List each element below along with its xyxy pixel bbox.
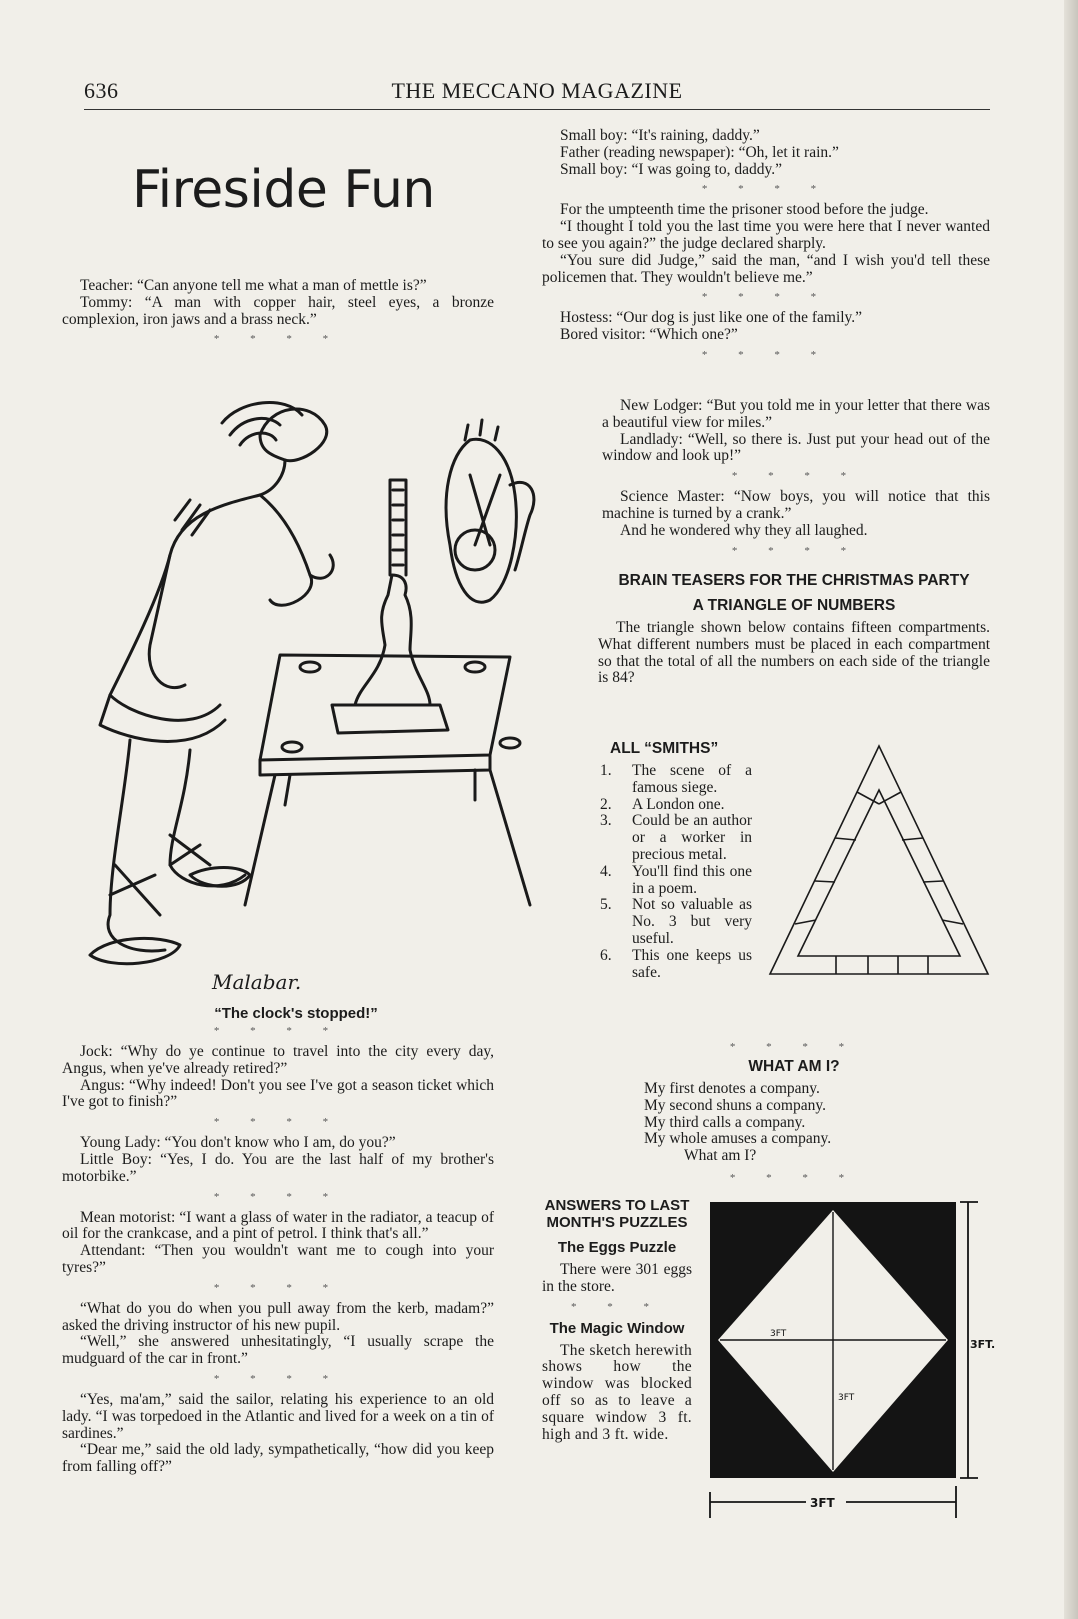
joke-dear: “Dear me,” said the old lady, sympathetically, “how did you keep from falling off?” bbox=[62, 1441, 494, 1476]
artist-signature: Malabar. bbox=[212, 970, 302, 994]
joke-laughed: And he wondered why they all laughed. bbox=[620, 521, 868, 539]
joke-thought: “I thought I told you the last time you were here that I never wanted to see you again?” the judge declared sharply. bbox=[542, 218, 990, 252]
separator-stars: * * * * bbox=[731, 470, 861, 483]
separator-stars: * * * * bbox=[213, 333, 343, 346]
cartoon-illustration bbox=[70, 395, 570, 1005]
riddle-line: What am I? bbox=[684, 1147, 757, 1165]
separator-stars: * * * bbox=[571, 1300, 663, 1313]
separator-stars: * * * * bbox=[213, 1190, 343, 1203]
separator-stars: * * * * bbox=[213, 1372, 343, 1385]
list-item: 4. You'll find this one in a poem. bbox=[600, 862, 752, 897]
riddle-line: My second shuns a company. bbox=[644, 1096, 826, 1114]
joke-hostess: Hostess: “Our dog is just like one of the family.” bbox=[560, 309, 863, 327]
window-side-label: 3FT. bbox=[970, 1338, 996, 1351]
window-heading: The Magic Window bbox=[549, 1319, 685, 1337]
joke-boy: Little Boy: “Yes, I do. You are the last half of my brother's motorbike.” bbox=[62, 1150, 494, 1185]
eggs-text: There were 301 eggs in the store. bbox=[542, 1261, 692, 1295]
separator-stars: * * * * bbox=[701, 183, 831, 196]
joke-small-boy-1: Small boy: “It's raining, daddy.” bbox=[560, 127, 760, 144]
window-mid-label: 3FT bbox=[770, 1329, 787, 1339]
page-number: 636 bbox=[84, 78, 119, 103]
joke-lodger: New Lodger: “But you told me in your letter that there was a beautiful view for miles.” bbox=[602, 397, 990, 431]
article-title: Fireside Fun bbox=[132, 160, 435, 220]
riddle-line: My first denotes a company. bbox=[644, 1080, 820, 1097]
riddle-line: My third calls a company. bbox=[644, 1113, 806, 1131]
joke-small-boy-2: Small boy: “I was going to, daddy.” bbox=[560, 160, 782, 178]
joke-tommy: Tommy: “A man with copper hair, steel eyes, a bronze complexion, iron jaws and a brass neck.” bbox=[62, 293, 494, 328]
header-rule bbox=[84, 109, 990, 110]
separator-stars: * * * * bbox=[729, 1171, 859, 1184]
joke-prisoner: For the umpteenth time the prisoner stood before the judge. bbox=[560, 201, 929, 219]
list-item: 1. The scene of a famous siege. bbox=[600, 762, 752, 796]
riddle-line: My whole amuses a company. bbox=[644, 1130, 832, 1148]
eggs-heading: The Eggs Puzzle bbox=[557, 1239, 677, 1256]
magazine-title: THE MECCANO MAGAZINE bbox=[391, 78, 683, 103]
joke-landlady: Landlady: “Well, so there is. Just put your head out of the window and look up!” bbox=[602, 430, 990, 465]
joke-lady: Young Lady: “You don't know who I am, do you?” bbox=[80, 1134, 396, 1152]
list-item: 5. Not so valuable as No. 3 but very useful. bbox=[600, 896, 752, 947]
triangle-heading: A TRIANGLE OF NUMBERS bbox=[692, 597, 896, 614]
right-column-top bbox=[542, 128, 990, 368]
separator-stars: * * * * bbox=[213, 1116, 343, 1129]
joke-sailor: “Yes, ma'am,” said the sailor, relating his experience to an old lady. “I was torpedoed in the Atlantic and lived for a week on a tin of sardines.” bbox=[62, 1390, 494, 1442]
joke-father: Father (reading newspaper): “Oh, let it rain.” bbox=[560, 143, 839, 161]
joke-kerb: “What do you do when you pull away from the kerb, madam?” asked the driving instructor of his new pupil. bbox=[62, 1299, 494, 1334]
joke-motorist: Mean motorist: “I want a glass of water in the radiator, a teacup of oil for the crankcase, and a pint of petrol. I think that's all.” bbox=[62, 1208, 494, 1243]
joke-teacher: Teacher: “Can anyone tell me what a man of mettle is?” bbox=[80, 277, 427, 294]
list-item: 3. Could be an author or a worker in precious metal. bbox=[600, 812, 752, 863]
what-am-i-heading: WHAT AM I? bbox=[748, 1058, 840, 1075]
triangle-text: The triangle shown below contains fifteen compartments. What different numbers must be placed in each compartment so that the total of all the numbers on each side of the triangle is 84? bbox=[598, 619, 990, 687]
window-bottom-label: 3FT bbox=[810, 1496, 835, 1510]
smiths-heading: ALL “SMITHS” bbox=[610, 740, 719, 757]
magic-window-diagram bbox=[706, 1200, 998, 1520]
what-am-i bbox=[644, 1038, 944, 1191]
joke-science: Science Master: “Now boys, you will notice that this machine is turned by a crank.” bbox=[602, 488, 990, 522]
separator-stars: * * * * bbox=[213, 1025, 343, 1037]
window-vert-label: 3FT bbox=[838, 1393, 855, 1403]
answers-heading: ANSWERS TO LAST MONTH'S PUZZLES bbox=[544, 1197, 690, 1231]
right-column-lodger bbox=[602, 398, 990, 564]
joke-angus: Angus: “Why indeed! Don't you see I've got a season ticket which I've got to finish?” bbox=[62, 1076, 494, 1111]
joke-yousure: “You sure did Judge,” said the man, “and I wish you'd tell these policemen that. They wouldn't believe me.” bbox=[542, 251, 990, 286]
joke-attendant: Attendant: “Then you wouldn't want me to cough into your tyres?” bbox=[62, 1242, 494, 1276]
window-text: The sketch herewith shows how the window was blocked off so as to leave a square window 3 ft. high and 3 ft. wide. bbox=[542, 1341, 692, 1443]
page-header bbox=[84, 78, 990, 104]
page-edge bbox=[1064, 0, 1078, 1619]
joke-bored: Bored visitor: “Which one?” bbox=[560, 326, 738, 344]
list-item: 2. A London one. bbox=[600, 795, 725, 813]
joke-well: “Well,” she answered unhesitatingly, “I usually scrape the mudguard of the car in front.” bbox=[62, 1333, 494, 1368]
separator-stars: * * * * bbox=[729, 1041, 859, 1053]
brain-teasers bbox=[598, 572, 990, 687]
left-column-top bbox=[62, 278, 494, 352]
list-item: 6. This one keeps us safe. bbox=[600, 946, 752, 981]
separator-stars: * * * * bbox=[213, 1281, 343, 1294]
answers-block bbox=[542, 1197, 692, 1443]
brain-teasers-heading: BRAIN TEASERS FOR THE CHRISTMAS PARTY bbox=[618, 572, 970, 589]
smiths-list bbox=[600, 740, 752, 981]
joke-jock: Jock: “Why do ye continue to travel into the city every day, Angus, when ye've already retired?” bbox=[62, 1043, 494, 1077]
separator-stars: * * * * bbox=[731, 544, 861, 557]
separator-stars: * * * * bbox=[701, 291, 831, 304]
separator-stars: * * * * bbox=[701, 348, 831, 361]
left-column-bottom bbox=[62, 1026, 494, 1476]
cartoon-caption: “The clock's stopped!” bbox=[214, 1005, 378, 1022]
triangle-diagram bbox=[768, 744, 990, 978]
